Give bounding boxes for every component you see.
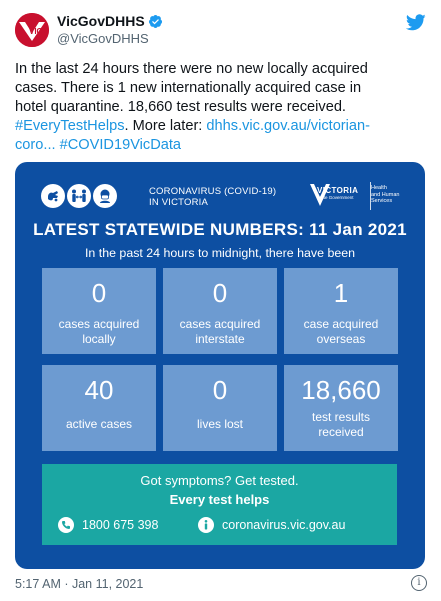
- mask-icon: [93, 184, 117, 208]
- tweet-text: [15, 60, 427, 155]
- stat-label: active cases: [65, 417, 133, 431]
- get-tested-banner: [42, 464, 397, 545]
- victoria-logo-subtext: State Government: [317, 195, 354, 200]
- author-name[interactable]: VicGovDHHS: [57, 13, 163, 29]
- phone-icon: [58, 517, 74, 533]
- stat-label: test results received: [311, 410, 371, 439]
- twitter-bird-icon[interactable]: [406, 14, 426, 31]
- info-icon: [198, 517, 214, 533]
- stat-tile-interstate: [163, 268, 277, 354]
- tweet-line: [15, 136, 427, 155]
- statewide-numbers-heading: LATEST STATEWIDE NUMBERS: 11 Jan 2021: [33, 220, 407, 239]
- stat-value: 0: [212, 278, 228, 308]
- stat-tile-tests: [284, 365, 398, 451]
- card-header: [15, 162, 425, 212]
- stat-tile-active: [42, 365, 156, 451]
- dhhs-logo-text: Health and Human Services: [371, 185, 400, 204]
- victoria-logo-text: VICTORIA: [317, 186, 359, 195]
- stat-tile-local: [42, 268, 156, 354]
- stat-value: 40: [84, 375, 114, 405]
- stat-label: lives lost: [196, 417, 243, 431]
- tweet-line: In the last 24 hours there were no new locally acquired: [15, 61, 368, 77]
- hashtag-covid19vicdata[interactable]: #COVID19VicData: [59, 137, 182, 153]
- stat-value: 0: [91, 278, 107, 308]
- statewide-numbers-subheading: In the past 24 hours to midnight, there have been: [84, 246, 356, 260]
- coronavirus-title: CORONAVIRUS (COVID-19) IN VICTORIA: [149, 186, 277, 208]
- tweet-line: hotel quarantine. 18,660 test results were received.: [15, 99, 346, 115]
- stat-value: 18,660: [301, 375, 381, 405]
- hotline-number: 1800 675 398: [82, 518, 159, 532]
- stat-label: case acquired overseas: [303, 317, 379, 346]
- cta-tagline: Every test helps: [169, 492, 270, 507]
- avatar-logo: [15, 13, 49, 47]
- stat-tile-lives-lost: [163, 365, 277, 451]
- verified-badge-icon: [148, 14, 163, 29]
- info-icon[interactable]: i: [411, 575, 427, 591]
- stat-label: cases acquired interstate: [179, 317, 261, 346]
- tweet-line: #EveryTestHelps. More later: dhhs.vic.gov.au/victorian-: [15, 118, 371, 134]
- distance-icon: [67, 184, 91, 208]
- svg-text:VIC: VIC: [29, 27, 43, 36]
- author-handle[interactable]: @VicGovDHHS: [57, 31, 149, 46]
- wash-hands-icon: [41, 184, 65, 208]
- stat-label: cases acquired locally: [58, 317, 140, 346]
- media-card[interactable]: [15, 162, 425, 569]
- stat-tile-overseas: [284, 268, 398, 354]
- stat-value: 0: [212, 375, 228, 405]
- health-pictograms: [41, 184, 117, 208]
- hashtag-everytesthelps[interactable]: #EveryTestHelps: [15, 118, 125, 134]
- stat-value: 1: [333, 278, 349, 308]
- website-url: coronavirus.vic.gov.au: [222, 518, 346, 532]
- cta-line: Got symptoms? Get tested.: [140, 473, 299, 488]
- tweet-link[interactable]: dhhs.vic.gov.au/victorian-: [206, 118, 371, 134]
- tweet-timestamp[interactable]: 5:17 AM · Jan 11, 2021: [15, 577, 144, 591]
- tweet-line: cases. There is 1 new internationally acquired case in: [15, 80, 362, 96]
- tweet-link-continued[interactable]: coro...: [15, 137, 56, 153]
- avatar[interactable]: [15, 13, 49, 47]
